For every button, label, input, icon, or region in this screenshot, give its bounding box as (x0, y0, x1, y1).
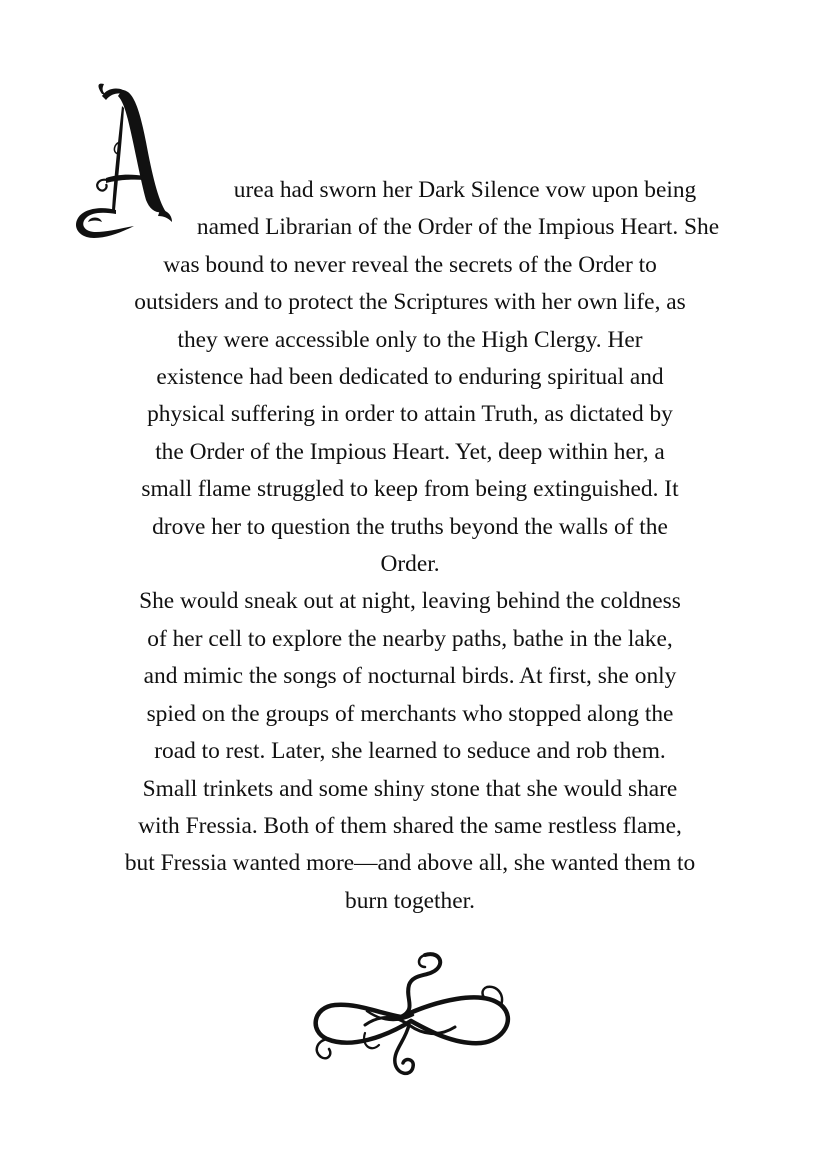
text-line: Small trinkets and some shiny stone that she would share (142, 775, 678, 802)
text-line: drove her to question the truths beyond the walls of the (152, 513, 668, 540)
text-line: small flame struggled to keep from being extinguished. It (141, 476, 679, 503)
story-text (75, 172, 745, 920)
text-line: spied on the groups of merchants who stopped along the (146, 700, 674, 727)
text-line: road to rest. Later, she learned to seduce and rob them. (154, 738, 666, 765)
text-line: with Fressia. Both of them shared the same restless flame, (138, 812, 682, 839)
text-line: they were accessible only to the High Clergy. Her (177, 326, 643, 353)
text-line: the Order of the Impious Heart. Yet, deep within her, a (155, 438, 665, 465)
flourish-ornament-icon (305, 945, 517, 1085)
text-line: physical suffering in order to attain Truth, as dictated by (147, 401, 673, 428)
text-line: She would sneak out at night, leaving behind the coldness (139, 588, 681, 615)
text-line: urea had sworn her Dark Silence vow upon being (233, 177, 697, 203)
text-line: and mimic the songs of nocturnal birds. At first, she only (143, 663, 677, 690)
text-line: existence had been dedicated to enduring spiritual and (156, 364, 664, 391)
text-line: outsiders and to protect the Scriptures with her own life, as (134, 289, 686, 316)
text-line: was bound to never reveal the secrets of the Order to (163, 251, 657, 278)
text-line: of her cell to explore the nearby paths, bathe in the lake, (147, 625, 673, 652)
text-line: burn together. (345, 887, 475, 914)
text-line: named Librarian of the Order of the Impious Heart. She (196, 214, 720, 241)
text-line: Order. (380, 551, 440, 578)
text-line: but Fressia wanted more—and above all, she wanted them to (124, 850, 696, 877)
